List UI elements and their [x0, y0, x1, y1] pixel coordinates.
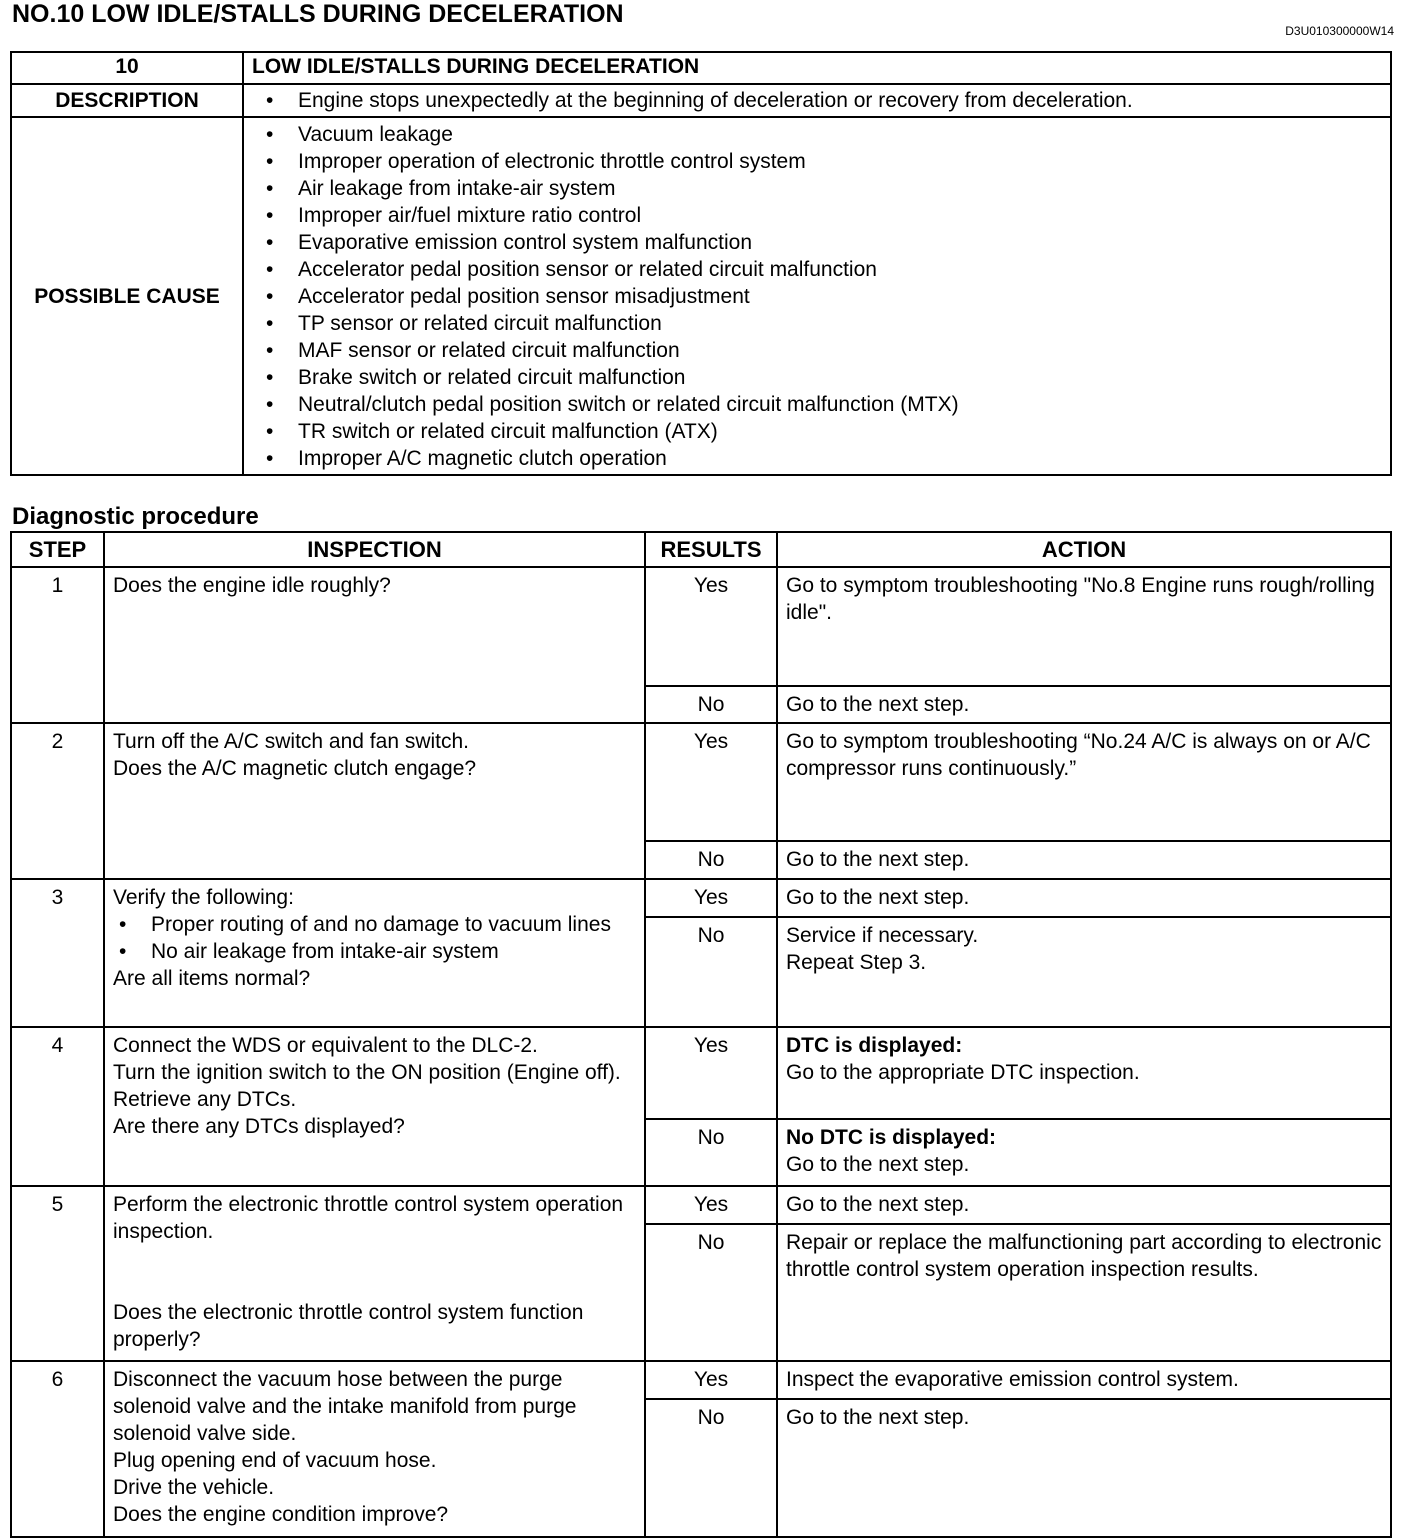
text-line: Go to the appropriate DTC inspection.: [786, 1061, 1140, 1084]
column-header-results: RESULTS: [645, 532, 777, 567]
possible-cause-item: • Neutral/clutch pedal position switch or related circuit malfunction (MTX): [266, 391, 1382, 418]
action-yes: [777, 1027, 1391, 1119]
action-heading: DTC is displayed:: [786, 1034, 963, 1057]
possible-cause-item: • Accelerator pedal position sensor or related circuit malfunction: [266, 256, 1382, 283]
text-line: Turn off the A/C switch and fan switch.: [113, 730, 470, 753]
result-no: No: [645, 686, 777, 723]
diagnostic-table: [10, 531, 1392, 1538]
column-header-inspection: INSPECTION: [104, 532, 645, 567]
result-yes: Yes: [645, 879, 777, 917]
text-line: Are there any DTCs displayed?: [113, 1115, 405, 1138]
text-line: Does the engine condition improve?: [113, 1503, 449, 1526]
action-heading: No DTC is displayed:: [786, 1126, 997, 1149]
inspection-cell: [104, 1027, 645, 1186]
page-title: NO.10 LOW IDLE/STALLS DURING DECELERATION: [12, 0, 624, 28]
description-text: • Engine stops unexpectedly at the beginning of deceleration or recovery from deceleration.: [266, 87, 1382, 114]
possible-cause-item: • Brake switch or related circuit malfunction: [266, 364, 1382, 391]
inspection-cell: [104, 1186, 645, 1361]
result-yes: Yes: [645, 1361, 777, 1399]
step-row-5: [11, 1186, 1391, 1224]
text-line: Plug opening end of vacuum hose.: [113, 1449, 437, 1472]
action-no: [777, 917, 1391, 1027]
possible-cause-item: • TR switch or related circuit malfunction (ATX): [266, 418, 1382, 445]
text-line: Are all items normal?: [113, 967, 311, 990]
result-no: No: [645, 841, 777, 879]
result-yes: Yes: [645, 723, 777, 841]
text-line: Does the engine idle roughly?: [113, 574, 391, 597]
text-line: Turn the ignition switch to the ON position (Engine off).: [113, 1061, 621, 1084]
step-row-6: [11, 1361, 1391, 1399]
action-no: [777, 841, 1391, 879]
step-number: 4: [11, 1027, 104, 1186]
possible-cause-item: • Accelerator pedal position sensor misadjustment: [266, 283, 1382, 310]
text-line: Go to the next step.: [786, 1193, 970, 1216]
possible-cause-item: • Improper A/C magnetic clutch operation: [266, 445, 1382, 472]
text-line: Go to the next step.: [786, 1153, 970, 1176]
text-line: Verify the following:: [113, 886, 294, 909]
action-yes: [777, 1361, 1391, 1399]
step-row-1: [11, 567, 1391, 686]
possible-cause-item: • Improper operation of electronic throttle control system: [266, 148, 1382, 175]
text-line: Connect the WDS or equivalent to the DLC-2.: [113, 1034, 538, 1057]
step-row-2: [11, 723, 1391, 841]
column-header-step: STEP: [11, 532, 104, 567]
action-yes: [777, 879, 1391, 917]
symptom-table: [10, 51, 1392, 476]
text-line: Does the A/C magnetic clutch engage?: [113, 757, 477, 780]
text-line: Repair or replace the malfunctioning part according to electronic throttle control system operation inspection results.: [786, 1231, 1382, 1281]
text-line: Go to the next step.: [786, 886, 970, 909]
result-no: No: [645, 1399, 777, 1537]
possible-cause-label: POSSIBLE CAUSE: [11, 117, 243, 475]
text-line: Inspect the evaporative emission control system.: [786, 1368, 1239, 1391]
result-yes: Yes: [645, 1186, 777, 1224]
text-line: Retrieve any DTCs.: [113, 1088, 297, 1111]
result-no: No: [645, 917, 777, 1027]
possible-cause-item: • Air leakage from intake-air system: [266, 175, 1382, 202]
action-yes: [777, 723, 1391, 841]
result-yes: Yes: [645, 567, 777, 686]
possible-cause-item: • Improper air/fuel mixture ratio control: [266, 202, 1382, 229]
inspection-cell: [104, 723, 645, 879]
step-number: 5: [11, 1186, 104, 1361]
description-list: [252, 87, 1382, 114]
action-no: [777, 1119, 1391, 1186]
step-number: 3: [11, 879, 104, 1027]
possible-cause-item: • MAF sensor or related circuit malfunction: [266, 337, 1382, 364]
step-number: 2: [11, 723, 104, 879]
action-yes: [777, 567, 1391, 686]
text-line: Perform the electronic throttle control system operation inspection.: [113, 1193, 624, 1243]
column-header-action: ACTION: [777, 532, 1391, 567]
action-no: [777, 686, 1391, 723]
action-yes: [777, 1186, 1391, 1224]
result-yes: Yes: [645, 1027, 777, 1119]
inspection-cell: [104, 567, 645, 723]
result-no: No: [645, 1224, 777, 1361]
inspection-bullets: [113, 911, 636, 965]
possible-cause-item: • TP sensor or related circuit malfunction: [266, 310, 1382, 337]
action-no: [777, 1224, 1391, 1361]
text-line: Go to the next step.: [786, 848, 970, 871]
diagnostic-procedure-title: Diagnostic procedure: [12, 503, 259, 530]
symptom-name: LOW IDLE/STALLS DURING DECELERATION: [243, 52, 1391, 84]
inspection-bullet: • Proper routing of and no damage to vacuum lines: [119, 911, 636, 938]
step-row-3: [11, 879, 1391, 917]
step-number: 6: [11, 1361, 104, 1537]
text-line: Repeat Step 3.: [786, 951, 927, 974]
symptom-number: 10: [11, 52, 243, 84]
text-line: Service if necessary.: [786, 924, 979, 947]
text-line: Go to symptom troubleshooting “No.24 A/C is always on or A/C compressor runs continuously.”: [786, 730, 1371, 780]
inspection-bullet: • No air leakage from intake-air system: [119, 938, 636, 965]
text-line: Go to symptom troubleshooting "No.8 Engine runs rough/rolling idle".: [786, 574, 1375, 624]
possible-cause-item: • Evaporative emission control system malfunction: [266, 229, 1382, 256]
inspection-question: Does the electronic throttle control system function properly?: [113, 1301, 584, 1351]
document-code: D3U010300000W14: [1285, 24, 1394, 38]
inspection-cell: [104, 1361, 645, 1537]
inspection-cell: [104, 879, 645, 1027]
description-label: DESCRIPTION: [11, 84, 243, 117]
result-no: No: [645, 1119, 777, 1186]
step-row-4: [11, 1027, 1391, 1119]
action-no: [777, 1399, 1391, 1537]
possible-cause-list: [252, 121, 1382, 472]
text-line: Disconnect the vacuum hose between the purge solenoid valve and the intake manifold from purge solenoid valve side.: [113, 1368, 577, 1445]
text-line: Go to the next step.: [786, 1406, 970, 1429]
text-line: Drive the vehicle.: [113, 1476, 275, 1499]
step-number: 1: [11, 567, 104, 723]
text-line: Go to the next step.: [786, 693, 970, 716]
possible-cause-item: • Vacuum leakage: [266, 121, 1382, 148]
